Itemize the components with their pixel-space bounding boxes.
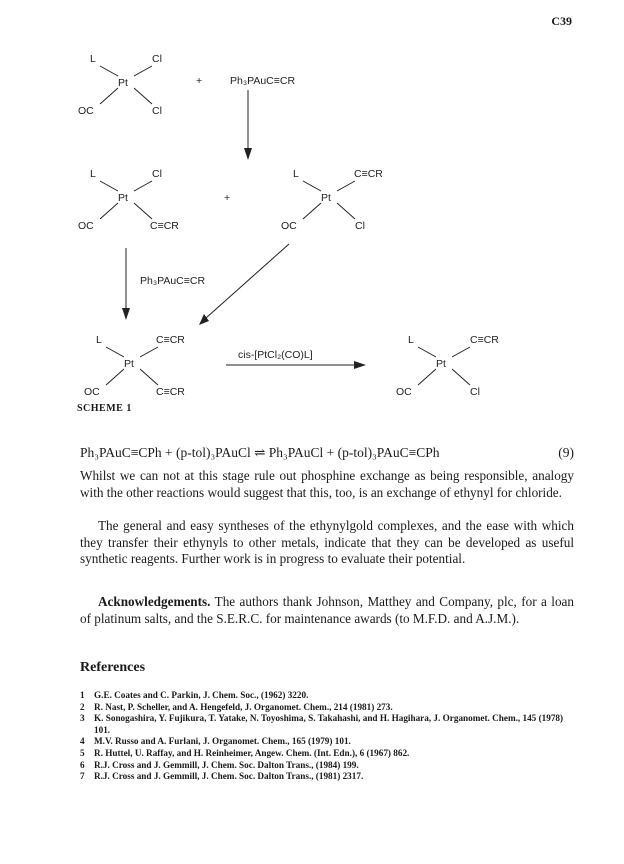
- svg-text:OC: OC: [281, 220, 297, 232]
- svg-text:L: L: [96, 334, 102, 346]
- page-number: C39: [551, 14, 572, 28]
- svg-text:L: L: [90, 53, 96, 65]
- svg-text:Pt: Pt: [124, 358, 134, 370]
- svg-text:Cl: Cl: [152, 105, 162, 117]
- svg-text:OC: OC: [84, 386, 100, 398]
- svg-text:C≡CR: C≡CR: [470, 334, 499, 346]
- paragraph-2: The general and easy syntheses of the ethynylgold complexes, and the ease with which they transfer their ethynyls to other metals, indicate that they can be developed as useful synthetic reagents. Further work is in progress to evaluate their potential.: [80, 518, 574, 566]
- acknowledgements-heading: Acknowledgements.: [98, 594, 211, 609]
- svg-text:+: +: [224, 192, 231, 204]
- reference-list: [80, 690, 574, 783]
- svg-text:Ph₃PAuC≡CR: Ph₃PAuC≡CR: [230, 75, 296, 87]
- reference-item: 5 R. Huttel, U. Raffay, and H. Reinheimer, Angew. Chem. (Int. Edn.), 6 (1967) 862.: [80, 747, 410, 758]
- svg-text:OC: OC: [396, 386, 412, 398]
- reference-item: 6 R.J. Cross and J. Gemmill, J. Chem. Soc. Dalton Trans., (1984) 199.: [80, 759, 359, 770]
- svg-text:+: +: [196, 75, 203, 87]
- reference-item: 1 G.E. Coates and C. Parkin, J. Chem. Soc., (1962) 3220.: [80, 690, 309, 700]
- svg-text:Pt: Pt: [118, 77, 128, 89]
- reference-item: 4 M.V. Russo and A. Furlani, J. Organomet. Chem., 165 (1979) 101.: [80, 736, 351, 747]
- reference-item: 2 R. Nast, P. Scheller, and A. Hengefeld, J. Organomet. Chem., 214 (1981) 273.: [80, 701, 393, 712]
- reference-item: 7 R.J. Cross and J. Gemmill, J. Chem. Soc. Dalton Trans., (1981) 2317.: [80, 771, 364, 782]
- acknowledgements: [80, 594, 574, 627]
- svg-text:Cl: Cl: [355, 220, 365, 232]
- references-heading: References: [80, 660, 146, 675]
- svg-text:L: L: [90, 168, 96, 180]
- svg-text:Cl: Cl: [152, 53, 162, 65]
- equation-number: (9): [558, 445, 574, 460]
- svg-text:Pt: Pt: [118, 192, 128, 204]
- svg-text:Cl: Cl: [470, 386, 480, 398]
- scheme-label: SCHEME 1: [77, 403, 132, 414]
- svg-text:C≡CR: C≡CR: [156, 334, 185, 346]
- reaction-scheme: [0, 0, 624, 400]
- svg-text:Cl: Cl: [152, 168, 162, 180]
- svg-text:L: L: [408, 334, 414, 346]
- svg-text:C≡CR: C≡CR: [156, 386, 185, 398]
- reference-item: 3 K. Sonogashira, Y. Fujikura, T. Yatake, N. Toyoshima, S. Takahashi, and H. Hagihara, J. Organomet. Chem., 145 (1978) 101.: [80, 713, 564, 735]
- svg-text:C≡CR: C≡CR: [354, 168, 383, 180]
- equation-text: Ph₃PAuC≡CPh + (p-tol)₃PAuCl ⇌ Ph₃PAuCl + (p-tol)₃PAuC≡CPh: [80, 445, 440, 460]
- svg-text:cis-[PtCl₂(CO)L]: cis-[PtCl₂(CO)L]: [238, 349, 313, 361]
- paragraph-1: Whilst we can not at this stage rule out phosphine exchange as being responsible, analogy with the other reactions would suggest that this, too, is an exchange of ethynyl for chloride.: [80, 468, 574, 500]
- svg-text:OC: OC: [78, 105, 94, 117]
- svg-text:L: L: [293, 168, 299, 180]
- svg-text:Pt: Pt: [321, 192, 331, 204]
- equation: [80, 445, 574, 461]
- svg-text:Ph₃PAuC≡CR: Ph₃PAuC≡CR: [140, 275, 206, 287]
- acknowledgements-text: The authors thank Johnson, Matthey and Company, plc, for a loan of platinum salts, and the S.E.R.C. for maintenance awards (to M.F.D. and A.J.M.).: [80, 594, 574, 626]
- svg-text:C≡CR: C≡CR: [150, 220, 179, 232]
- svg-text:OC: OC: [78, 220, 94, 232]
- svg-text:Pt: Pt: [436, 358, 446, 370]
